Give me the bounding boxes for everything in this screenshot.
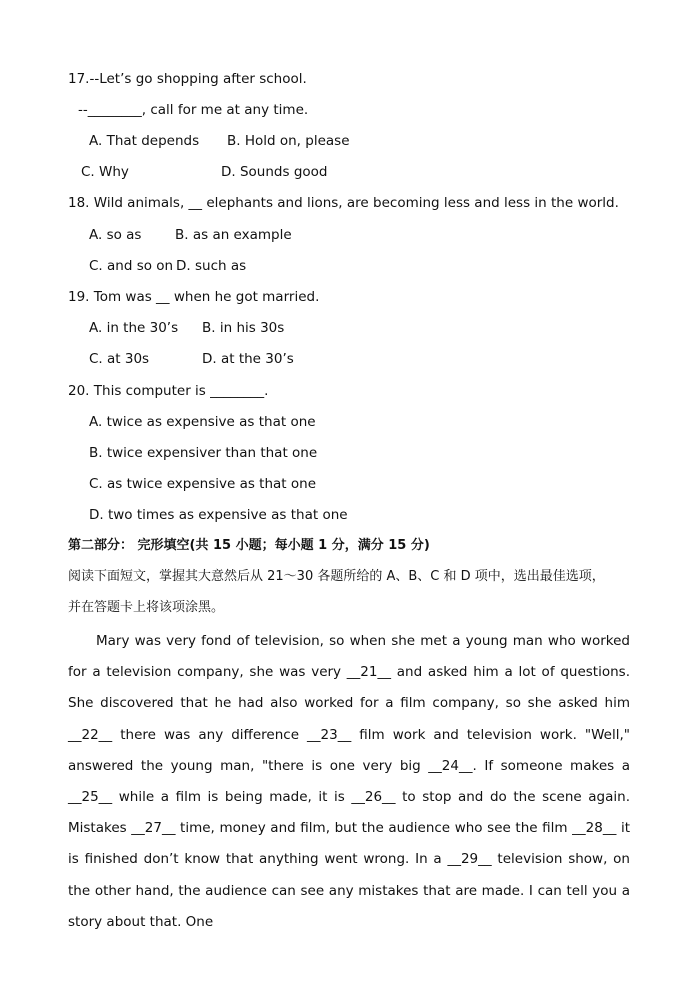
question-19-option-c: C. at 30s bbox=[89, 351, 150, 367]
question-18-option-a: A. so as bbox=[89, 227, 142, 243]
question-18-option-b: B. as an example bbox=[175, 227, 292, 243]
question-20-option-a: A. twice as expensive as that one bbox=[89, 414, 316, 430]
question-19-option-d: D. at the 30’s bbox=[202, 351, 294, 367]
question-20-option-c: C. as twice expensive as that one bbox=[89, 476, 316, 492]
question-17-option-c: C. Why bbox=[81, 164, 129, 180]
question-20-prompt: 20. This computer is ________. bbox=[68, 383, 269, 399]
question-19-option-a: A. in the 30’s bbox=[89, 320, 179, 336]
question-20-option-b: B. twice expensiver than that one bbox=[89, 445, 318, 461]
question-18-option-c: C. and so on bbox=[89, 258, 174, 274]
question-17-reply: --________, call for me at any time. bbox=[78, 102, 309, 118]
section-2-instruction-line-1: 阅读下面短文，掌握其大意然后从 21～30 各题所给的 A、B、C 和 D 项中，选出最佳选项， bbox=[68, 569, 605, 584]
question-17-prompt: 17.--Let’s go shopping after school. bbox=[68, 71, 307, 87]
question-19-prompt: 19. Tom was __ when he got married. bbox=[68, 289, 320, 305]
question-18-option-d: D. such as bbox=[176, 258, 247, 274]
question-19-option-b: B. in his 30s bbox=[202, 320, 285, 336]
question-17-option-a: A. That depends bbox=[89, 133, 200, 149]
section-2-instruction-line-2: 并在答题卡上将该项涂黑。 bbox=[68, 600, 225, 615]
question-17-option-d: D. Sounds good bbox=[221, 164, 328, 180]
question-17-option-b: B. Hold on, please bbox=[227, 133, 350, 149]
question-20-option-d: D. two times as expensive as that one bbox=[89, 507, 348, 523]
question-18-prompt: 18. Wild animals, __ elephants and lions, are becoming less and less in the world. bbox=[68, 195, 619, 211]
section-2-heading: 第二部分： 完形填空(共 15 小题；每小题 1 分，满分 15 分) bbox=[68, 538, 430, 553]
cloze-passage: Mary was very fond of television, so when she met a young man who worked for a television company, she was very __21__ and asked him a lot of questions. She discovered that he had also worked for a film company, so she asked him __22__ there was any difference __23__ film work and television work. "Well," answered the young man, "there is one very big __24__. If someone makes a __25__ while a film is being made, it is __26__ to stop and do the scene again. Mistakes __27__ time, money and film, but the audience who see the film __28__ it is finished don’t know that anything went wrong. In a __29__ television show, on the other hand, the audience can see any mistakes that are made. I can tell you a story about that. One bbox=[68, 633, 630, 930]
